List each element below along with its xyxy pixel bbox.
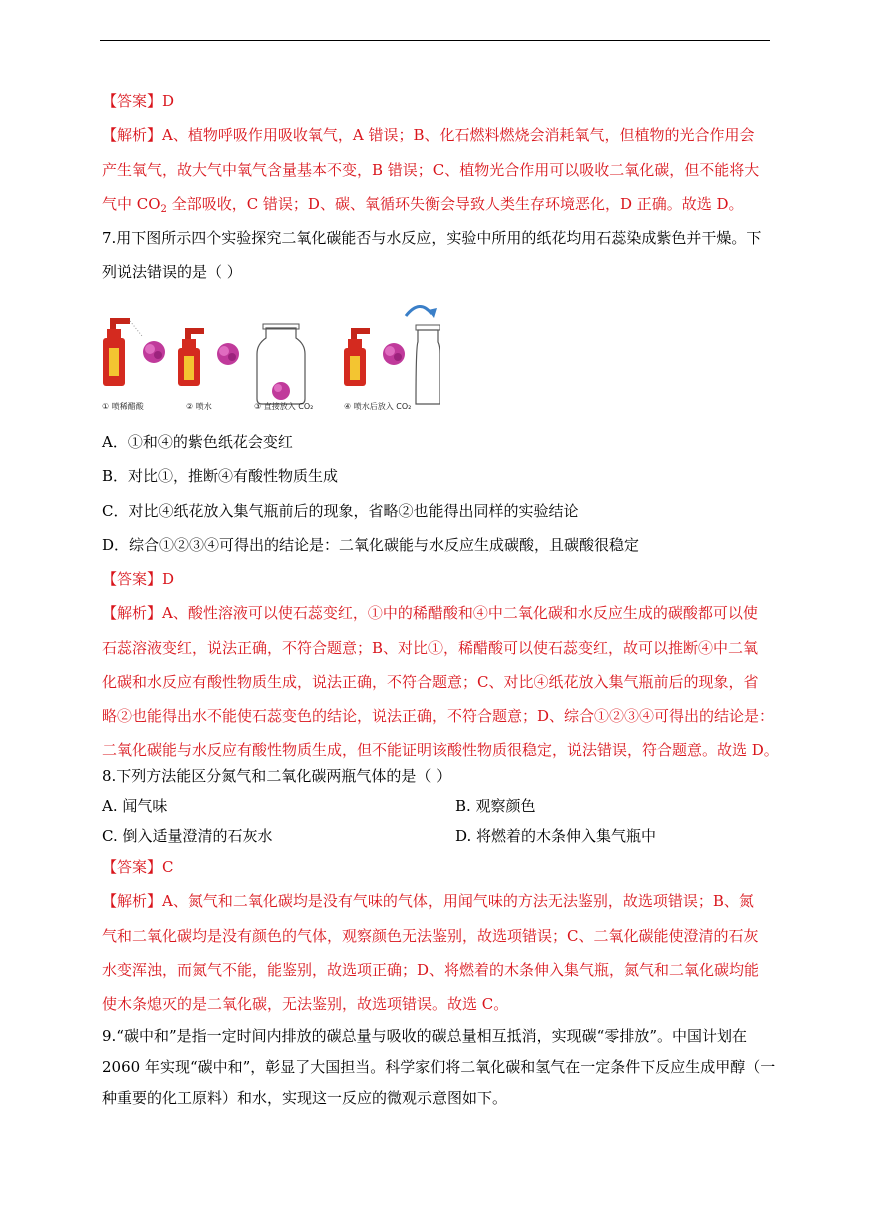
q8-analysis-line-2: 气和二氧化碳均是没有颜色的气体，观察颜色无法鉴别，故选项错误；C、二氧化碳能使澄清的石灰 [102, 926, 759, 945]
q6-answer-block [102, 84, 774, 221]
answer-label: 【答案】 [102, 858, 163, 876]
q6-analysis-line-1 [102, 118, 774, 152]
sprayer-1-icon [103, 318, 142, 386]
q8-analysis-line-1 [102, 884, 774, 918]
q6-analysis-text-1: A、植物呼吸作用吸收氧气，A 错误；B、化石燃料燃烧会消耗氧气，但植物的光合作用会 [162, 126, 755, 145]
q7-answer-line [102, 562, 774, 596]
q8-option-c: C. 倒入适量澄清的石灰水 [102, 827, 273, 845]
q9-stem-line-1: 9.“碳中和”是指一定时间内排放的碳总量与吸收的碳总量相互抵消，实现碳“零排放”。中国计划在 [102, 1027, 747, 1045]
q8-analysis-text-1: A、氮气和二氧化碳均是没有气味的气体，用闻气味的方法无法鉴别，故选项错误；B、氮 [162, 892, 754, 911]
q7-analysis-line-1 [102, 596, 774, 630]
q6-analysis-text-3b: 全部吸收，C 错误；D、碳、氧循环失衡会导致人类生存环境恶化，D 正确。故选 D。 [166, 194, 744, 213]
sprayer-2-icon [178, 328, 204, 386]
header-rule [100, 40, 770, 41]
caption-4: ④ 喷水后放入 CO₂ [344, 402, 412, 411]
gas-jar-4-icon [416, 325, 440, 404]
answer-label: 【答案】 [102, 570, 163, 588]
q7-option-b: B．对比①，推断④有酸性物质生成 [102, 467, 339, 486]
q7-stem-line-1: 7.用下图所示四个实验探究二氧化碳能否与水反应，实验中所用的纸花均用石蕊染成紫色并干燥。下 [102, 229, 762, 247]
q7-experiment-figure [100, 296, 440, 421]
answer-label: 【答案】 [102, 92, 163, 110]
q7-answer: D [162, 570, 175, 588]
flower-2-icon [217, 343, 239, 365]
q8-analysis-line-4: 使木条熄灭的是二氧化碳，无法鉴别，故选项错误。故选 C。 [102, 995, 509, 1014]
q7-stem-line-2: 列说法错误的是（ ） [102, 263, 242, 282]
q8-stem: 8.下列方法能区分氮气和二氧化碳两瓶气体的是（ ） [102, 767, 452, 785]
analysis-label: 【解析】 [102, 892, 163, 911]
caption-2: ② 喷水 [186, 402, 212, 411]
q6-analysis-text-3a: 气中 CO [102, 194, 161, 213]
q6-answer-line [102, 84, 774, 118]
q8-answer-block [102, 850, 774, 1021]
q7-analysis-line-3: 化碳和水反应有酸性物质生成，说法正确，不符合题意；C、对比④纸花放入集气瓶前后的现象，省 [102, 672, 759, 691]
co2-subscript: 2 [160, 203, 167, 215]
q7-option-d: D．综合①②③④可得出的结论是：二氧化碳能与水反应生成碳酸，且碳酸很稳定 [102, 535, 640, 554]
q7-analysis-text-1: A、酸性溶液可以使石蕊变红，①中的稀醋酸和④中二氧化碳和水反应生成的碳酸都可以使 [162, 604, 758, 623]
q7-analysis-line-4: 略②也能得出水不能使石蕊变色的结论，说法正确，不符合题意；D、综合①②③④可得出的结论是： [102, 707, 775, 726]
q8-answer-line [102, 850, 774, 884]
q6-analysis-line-3 [102, 187, 774, 221]
q7-options [102, 425, 774, 562]
caption-1: ① 喷稀醋酸 [102, 402, 144, 411]
q7-option-c: C．对比④纸花放入集气瓶前后的现象，省略②也能得出同样的实验结论 [102, 501, 579, 520]
q8-answer: C [162, 858, 174, 876]
q7-answer-block [102, 562, 779, 768]
q8-option-d: D. 将燃着的木条伸入集气瓶中 [455, 827, 657, 845]
flower-1-icon [143, 341, 165, 363]
caption-3: ③ 直接放入 CO₂ [254, 402, 314, 411]
analysis-label: 【解析】 [102, 604, 163, 623]
q9-stem [102, 1021, 774, 1114]
q7-analysis-line-5: 二氧化碳能与水反应有酸性物质生成，但不能证明该酸性物质很稳定，说法错误，符合题意。故选 D。 [102, 741, 779, 760]
q9-stem-line-3: 种重要的化工原料）和水，实现这一反应的微观示意图如下。 [102, 1089, 508, 1107]
q8-option-b: B. 观察颜色 [455, 797, 536, 815]
q6-analysis-line-2: 产生氧气，故大气中氧气含量基本不变，B 错误；C、植物光合作用可以吸收二氧化碳，但不能将大 [102, 160, 760, 179]
sprayer-4-icon [344, 328, 370, 386]
q9-stem-line-2: 2060 年实现“碳中和”，彰显了大国担当。科学家们将二氧化碳和氢气在一定条件下反应生成甲醇（一 [102, 1058, 776, 1076]
flower-4-icon [383, 343, 405, 365]
q7-analysis-line-2: 石蕊溶液变红，说法正确，不符合题意；B、对比①，稀醋酸可以使石蕊变红，故可以推断④中二氧 [102, 638, 759, 657]
q8-analysis-line-3: 水变浑浊，而氮气不能，能鉴别，故选项正确；D、将燃着的木条伸入集气瓶，氮气和二氧化碳均能 [102, 960, 760, 979]
q7-stem [102, 221, 774, 290]
q8-option-a: A. 闻气味 [102, 797, 168, 815]
gas-jar-3-icon [257, 324, 305, 404]
q7-option-a: A．①和④的紫色纸花会变红 [102, 433, 293, 451]
q6-answer: D [162, 92, 175, 110]
analysis-label: 【解析】 [102, 126, 163, 145]
arrow-icon [406, 306, 437, 318]
